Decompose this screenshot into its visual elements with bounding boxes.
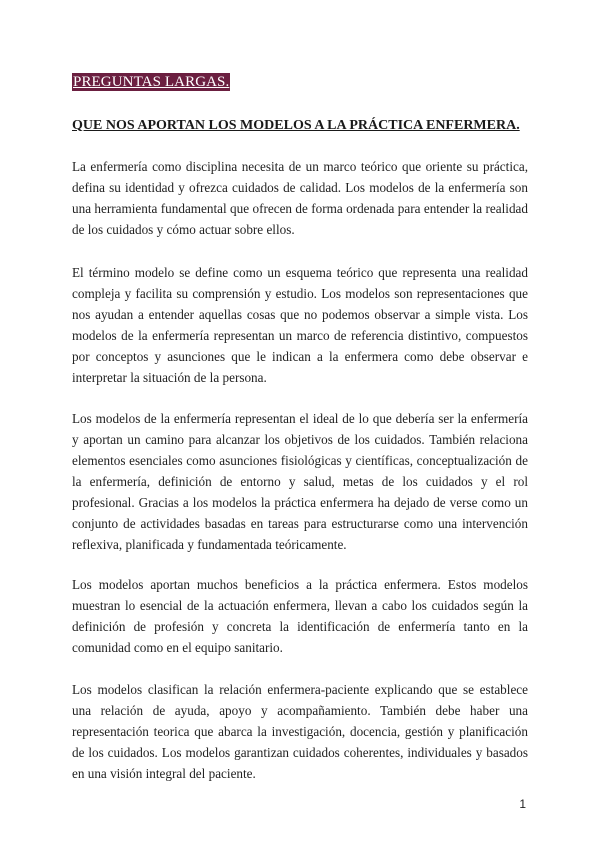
paragraph: Los modelos aportan muchos beneficios a la práctica enfermera. Estos modelos muestran lo esencial de la actuación enfermera, llevan a cabo los cuidados según la definición de profesión y concreta la identificación de enfermería tanto en la comunidad como en el equipo sanitario. xyxy=(72,577,528,655)
paragraph: El término modelo se define como un esquema teórico que representa una realidad compleja y facilita su comprensión y estudio. Los modelos son representaciones que nos ayudan a entender aquellas cosas que no podemos observar a simple vista. Los modelos de la enfermería representan un marco de referencia distintivo, compuestos por conceptos y asunciones que le indican a la enfermera como debe observar e interpretar la situación de la persona. xyxy=(72,265,528,385)
section-heading: PREGUNTAS LARGAS. xyxy=(73,74,230,90)
paragraph: La enfermería como disciplina necesita de un marco teórico que oriente su práctica, defina su identidad y ofrezca cuidados de calidad. Los modelos de la enfermería son una herramienta fundamental que ofrecen de forma ordenada para entender la realidad de los cuidados y cómo actuar sobre ellos. xyxy=(72,159,528,237)
question-title: QUE NOS APORTAN LOS MODELOS A LA PRÁCTICA ENFERMERA. xyxy=(72,118,520,133)
paragraph: Los modelos de la enfermería representan el ideal de lo que debería ser la enfermería y aportan un camino para alcanzar los objetivos de los cuidados. También relaciona elementos esenciales como asunciones fisiológicas y científicas, conceptualización de la enfermería, definición de entorno y salud, metas de los cuidados y el rol profesional. Gracias a los modelos la práctica enfermera ha dejado de verse como un conjunto de actividades basadas en tareas para estructurarse como una intervención reflexiva, planificada y fundamentada teóricamente. xyxy=(72,411,528,552)
paragraph: Los modelos clasifican la relación enfermera-paciente explicando que se establece una relación de ayuda, apoyo y acompañamiento. También debe haber una representación teorica que abarca la investigación, docencia, gestión y planificación de los cuidados. Los modelos garantizan cuidados coherentes, individuales y basados en una visión integral del paciente. xyxy=(72,682,528,781)
page-number: 1 xyxy=(519,797,526,811)
